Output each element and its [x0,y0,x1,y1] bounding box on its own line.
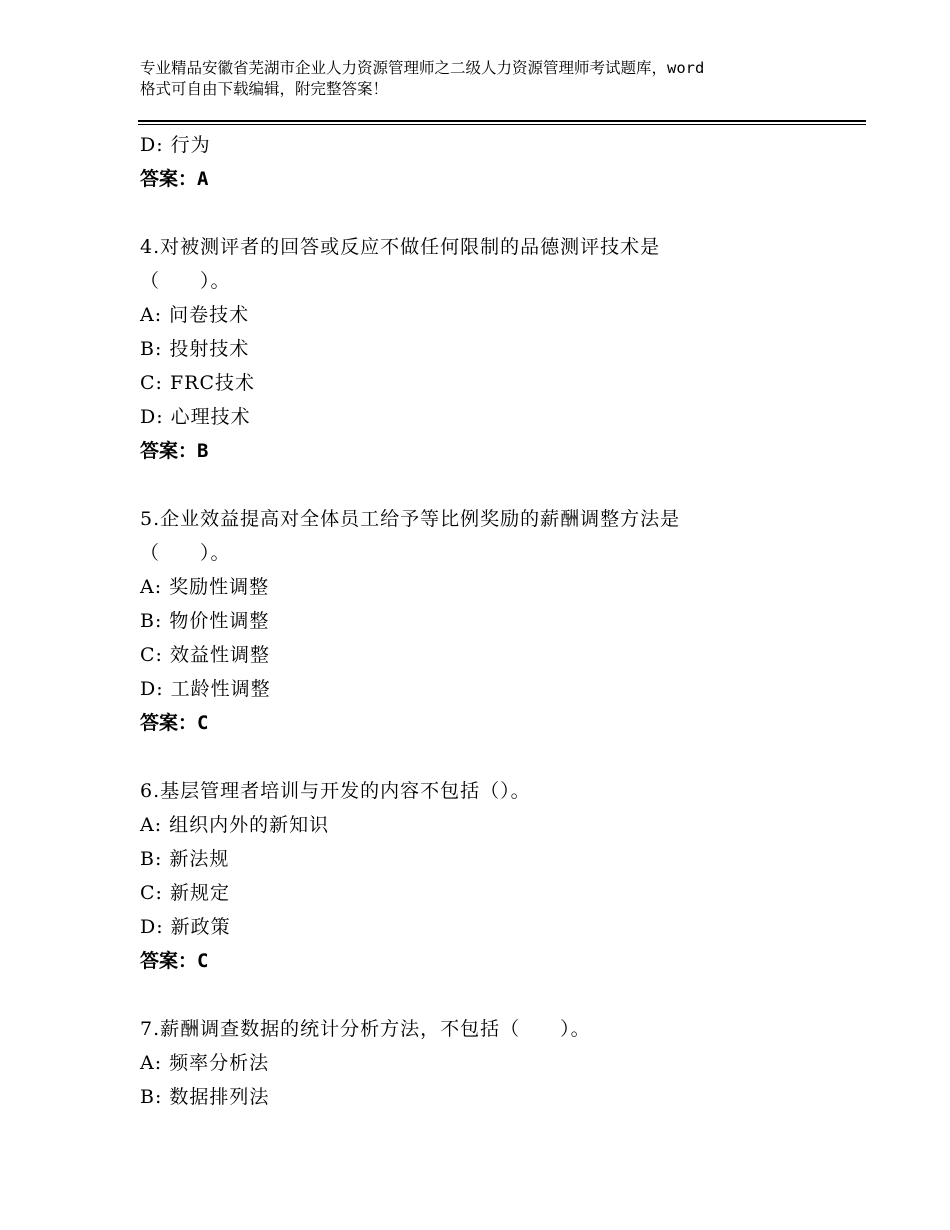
header-line-1: 专业精品安徽省芜湖市企业人力资源管理师之二级人力资源管理师考试题库，word [140,59,705,77]
spacer [140,740,866,774]
spacer [140,196,866,230]
question-stem-cont: （ ）。 [140,270,231,292]
header-rule-thick [138,120,866,122]
question-stem: 6.基层管理者培训与开发的内容不包括（）。 [140,780,531,802]
document-header [140,58,840,100]
option-d: D: 行为 [140,134,211,156]
question-3-tail [140,128,866,196]
option-c: C: 效益性调整 [140,644,270,666]
option-a: A: 频率分析法 [140,1052,270,1074]
question-stem: 5.企业效益提高对全体员工给予等比例奖励的薪酬调整方法是 [140,508,681,530]
option-d: D: 工龄性调整 [140,678,271,700]
answer: 答案：A [140,168,209,190]
spacer [140,978,866,1012]
option-a: A: 组织内外的新知识 [140,814,330,836]
question-stem: 7.薪酬调查数据的统计分析方法，不包括（ ）。 [140,1018,591,1040]
answer: 答案：C [140,712,209,734]
question-stem-cont: （ ）。 [140,542,231,564]
header-rule-thin [138,124,866,125]
option-b: B: 新法规 [140,848,230,870]
spacer [140,468,866,502]
question-4 [140,230,866,468]
option-d: D: 新政策 [140,916,231,938]
answer: 答案：B [140,440,209,462]
question-7 [140,1012,866,1114]
answer: 答案：C [140,950,209,972]
option-d: D: 心理技术 [140,406,251,428]
question-stem: 4.对被测评者的回答或反应不做任何限制的品德测评技术是 [140,236,661,258]
option-b: B: 投射技术 [140,338,250,360]
option-b: B: 物价性调整 [140,610,270,632]
option-a: A: 奖励性调整 [140,576,270,598]
option-a: A: 问卷技术 [140,304,250,326]
option-c: C: 新规定 [140,882,230,904]
question-6 [140,774,866,978]
option-c: C: FRC技术 [140,372,256,394]
header-line-2: 格式可自由下载编辑，附完整答案！ [140,80,389,98]
option-b: B: 数据排列法 [140,1086,270,1108]
question-list [140,128,866,1114]
question-5 [140,502,866,740]
